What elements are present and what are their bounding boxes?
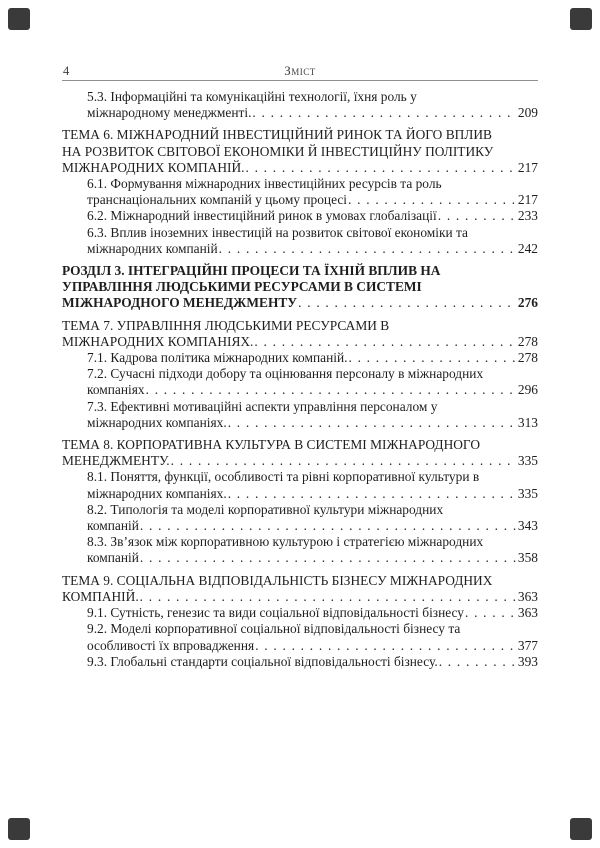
- toc-page-number: 278: [517, 333, 538, 349]
- toc-page-number: 363: [517, 605, 538, 621]
- toc-entry-line: 7.2. Сучасні підходи добору та оцінювання персоналу в міжнародних: [87, 366, 484, 382]
- corner-mark-icon: [8, 8, 30, 30]
- toc-entry-line: РОЗДІЛ 3. ІНТЕГРАЦІЙНІ ПРОЦЕСИ ТА ЇХНІЙ ВПЛИВ НА: [62, 263, 441, 279]
- toc-page-number: 209: [517, 105, 538, 121]
- toc-entry-line: НА РОЗВИТОК СВІТОВОЇ ЕКОНОМІКИ Й ІНВЕСТИЦІЙНУ ПОЛІТИКУ: [62, 143, 494, 159]
- toc-entry-last-line: [62, 295, 538, 311]
- dot-leader: [298, 295, 516, 311]
- toc-entry-text: транснаціональних компаній у цьому процесі: [87, 192, 348, 208]
- toc-entry-last-line: [62, 160, 538, 176]
- toc-entry-last-line: [87, 415, 538, 431]
- running-header-title: Зміст: [284, 63, 316, 78]
- dot-leader: [465, 605, 516, 621]
- corner-mark-icon: [8, 818, 30, 840]
- dot-leader: [254, 334, 516, 350]
- toc-entry-last-line: [87, 350, 538, 366]
- toc-page-number: 313: [517, 414, 538, 430]
- dot-leader: [252, 105, 515, 121]
- toc-entry-line: ТЕМА 9. СОЦІАЛЬНА ВІДПОВІДАЛЬНІСТЬ БІЗНЕСУ МІЖНАРОДНИХ: [62, 572, 493, 588]
- toc-entry-last-line: [87, 486, 538, 502]
- toc-entry-last-line: [87, 550, 538, 566]
- toc-entry-last-line: [87, 518, 538, 534]
- toc-entry-text: 9.1. Сутність, генезис та види соціальної відповідальності бізнесу: [87, 605, 464, 621]
- toc-entry-last-line: [62, 453, 538, 469]
- toc-entry-line: 9.2. Моделі корпоративної соціальної відповідальності бізнесу та: [87, 621, 461, 637]
- table-of-contents: [62, 89, 538, 670]
- toc-entry-text: компаній: [87, 518, 139, 534]
- dot-leader: [140, 550, 516, 566]
- toc-entry-line: 8.3. Зв’язок між корпоративною культурою і стратегією міжнародних: [87, 534, 484, 550]
- dot-leader: [228, 415, 516, 431]
- dot-leader: [245, 160, 515, 176]
- toc-page-number: 242: [517, 240, 538, 256]
- dot-leader: [219, 241, 516, 257]
- dot-leader: [348, 350, 515, 366]
- toc-entry: [62, 350, 538, 366]
- dot-leader: [438, 208, 516, 224]
- toc-entry: [62, 573, 538, 605]
- toc-entry: [62, 469, 538, 501]
- toc-entry-text: КОМПАНІЙ.: [62, 588, 139, 604]
- dot-leader: [140, 589, 516, 605]
- toc-entry: [62, 318, 538, 350]
- toc-entry-line: 8.1. Поняття, функції, особливості та рівні корпоративної культури в: [87, 469, 480, 485]
- toc-entry-line: ТЕМА 6. МІЖНАРОДНИЙ ІНВЕСТИЦІЙНИЙ РИНОК ТА ЙОГО ВПЛИВ: [62, 127, 492, 143]
- toc-entry: [62, 437, 538, 469]
- toc-entry-last-line: [87, 208, 538, 224]
- dot-leader: [146, 382, 516, 398]
- toc-entry: [62, 263, 538, 312]
- toc-entry-line: 8.2. Типологія та моделі корпоративної культури міжнародних: [87, 501, 444, 517]
- page-number: 4: [63, 64, 70, 78]
- dot-leader: [348, 192, 516, 208]
- toc-entry-last-line: [87, 654, 538, 670]
- running-header: [62, 63, 538, 81]
- toc-entry-last-line: [87, 382, 538, 398]
- toc-entry-text: компаній: [87, 550, 139, 566]
- toc-entry: [62, 225, 538, 257]
- toc-entry: [62, 654, 538, 670]
- toc-entry-line: 6.3. Вплив іноземних інвестицій на розвиток світової економіки та: [87, 224, 468, 240]
- toc-entry-text: МІЖНАРОДНИХ КОМПАНІЯХ.: [62, 333, 254, 349]
- toc-entry-line: УПРАВЛІННЯ ЛЮДСЬКИМИ РЕСУРСАМИ В СИСТЕМІ: [62, 279, 422, 295]
- toc-page-number: 276: [517, 295, 538, 311]
- toc-page-number: 296: [517, 382, 538, 398]
- toc-entry: [62, 366, 538, 398]
- dot-leader: [140, 518, 516, 534]
- corner-mark-icon: [570, 8, 592, 30]
- toc-entry-text: міжнародних компаніях.: [87, 414, 227, 430]
- toc-entry-text: 6.2. Міжнародний інвестиційний ринок в умовах глобалізації: [87, 208, 437, 224]
- toc-entry: [62, 208, 538, 224]
- toc-entry: [62, 621, 538, 653]
- toc-entry-last-line: [87, 605, 538, 621]
- dot-leader: [228, 486, 516, 502]
- toc-page-number: 217: [517, 192, 538, 208]
- dot-leader: [439, 654, 516, 670]
- toc-page-number: 363: [517, 588, 538, 604]
- toc-page-number: 343: [517, 518, 538, 534]
- toc-page-number: 335: [517, 453, 538, 469]
- dot-leader: [171, 453, 516, 469]
- toc-entry-text: 9.3. Глобальні стандарти соціальної відповідальності бізнесу.: [87, 653, 438, 669]
- toc-entry-line: ТЕМА 7. УПРАВЛІННЯ ЛЮДСЬКИМИ РЕСУРСАМИ В: [62, 317, 390, 333]
- toc-entry-text: особливості їх впровадження: [87, 637, 255, 653]
- toc-entry-text: міжнародних компаній: [87, 240, 218, 256]
- toc-entry-last-line: [87, 192, 538, 208]
- toc-entry-line: ТЕМА 8. КОРПОРАТИВНА КУЛЬТУРА В СИСТЕМІ МІЖНАРОДНОГО: [62, 437, 480, 453]
- toc-entry-last-line: [87, 105, 538, 121]
- toc-entry: [62, 399, 538, 431]
- toc-entry-line: 6.1. Формування міжнародних інвестиційних ресурсів та роль: [87, 176, 442, 192]
- toc-entry: [62, 605, 538, 621]
- toc-entry-last-line: [62, 589, 538, 605]
- toc-page-number: 358: [517, 550, 538, 566]
- toc-entry-last-line: [87, 638, 538, 654]
- toc-entry-text: міжнародному менеджменті.: [87, 105, 252, 121]
- toc-entry-text: МЕНЕДЖМЕНТУ.: [62, 453, 170, 469]
- toc-entry: [62, 127, 538, 176]
- toc-entry-text: компаніях: [87, 382, 145, 398]
- toc-page-number: 377: [517, 637, 538, 653]
- toc-page-number: 335: [517, 485, 538, 501]
- toc-entry-text: міжнародних компаніях.: [87, 485, 227, 501]
- toc-entry-last-line: [62, 334, 538, 350]
- dot-leader: [255, 638, 516, 654]
- toc-page-number: 278: [517, 350, 538, 366]
- toc-entry-text: 7.1. Кадрова політика міжнародних компаній.: [87, 350, 348, 366]
- toc-entry-text: МІЖНАРОДНОГО МЕНЕДЖМЕНТУ: [62, 295, 298, 311]
- toc-page-number: 233: [517, 208, 538, 224]
- toc-page-number: 393: [517, 653, 538, 669]
- toc-entry: [62, 89, 538, 121]
- corner-mark-icon: [570, 818, 592, 840]
- toc-entry-text: МІЖНАРОДНИХ КОМПАНІЙ.: [62, 159, 245, 175]
- toc-entry-line: 7.3. Ефективні мотиваційні аспекти управління персоналом у: [87, 398, 438, 414]
- toc-entry-last-line: [87, 241, 538, 257]
- toc-entry: [62, 176, 538, 208]
- toc-page-number: 217: [517, 159, 538, 175]
- toc-entry: [62, 534, 538, 566]
- toc-entry-line: 5.3. Інформаційні та комунікаційні технології, їхня роль у: [87, 89, 417, 104]
- toc-entry: [62, 502, 538, 534]
